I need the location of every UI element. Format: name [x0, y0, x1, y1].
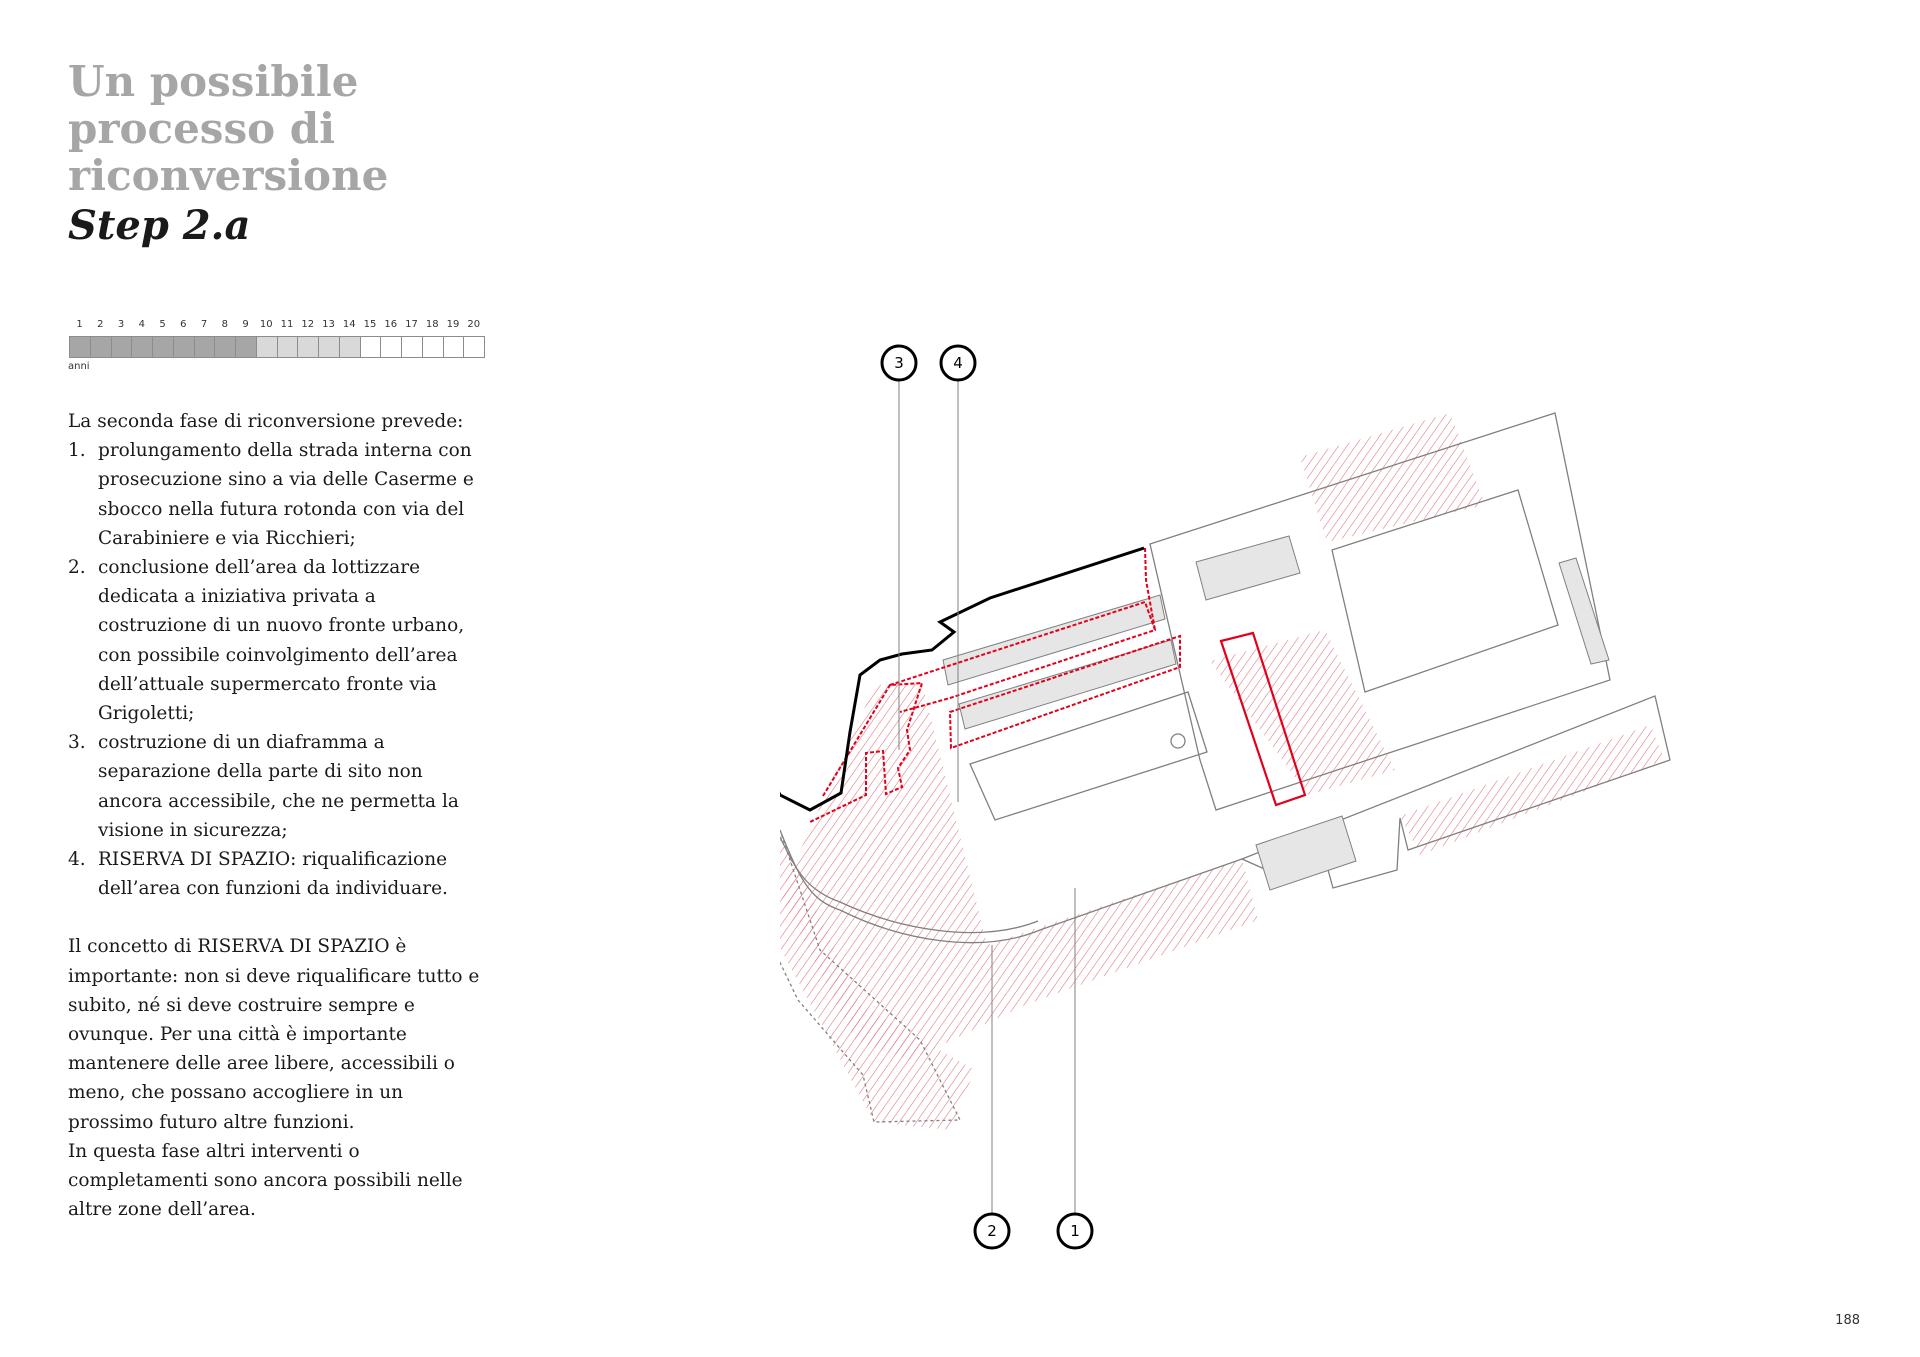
- closing-paragraph: In questa fase altri interventi o completamenti sono ancora possibili nelle altre zone dell’area.: [68, 1140, 463, 1221]
- timeline-number: 7: [200, 319, 208, 330]
- phase-list: [68, 436, 488, 903]
- timeline-numbers: [68, 319, 488, 333]
- title-line-2: processo di: [68, 104, 336, 153]
- timeline-number: 10: [259, 319, 273, 330]
- list-item: [68, 728, 488, 845]
- timeline-number: 11: [280, 319, 294, 330]
- timeline-number: 1: [76, 319, 83, 330]
- list-item-text: conclusione dell’area da lottizzare dedicata a iniziativa privata a costruzione di un nuovo fronte urbano, con possibile coinvolgimento dell’area dell’attuale supermercato fronte via Grigoletti;: [98, 557, 465, 725]
- timeline-cell: [318, 336, 340, 358]
- timeline-cell: [360, 336, 382, 358]
- timeline-number: 16: [384, 319, 398, 330]
- list-item-number: 1.: [68, 440, 86, 462]
- timeline-number: 12: [301, 319, 315, 330]
- intro-text: La seconda fase di riconversione prevede:: [68, 411, 464, 432]
- hatch-central: [1210, 630, 1395, 795]
- title-line-1: Un possibile: [68, 57, 359, 106]
- timeline-number: 8: [221, 319, 228, 330]
- timeline-cell: [111, 336, 133, 358]
- timeline-cell: [152, 336, 174, 358]
- building-south: [1256, 816, 1356, 890]
- timeline-bar: [68, 319, 488, 379]
- timeline-number: 2: [97, 319, 104, 330]
- timeline-number: 15: [363, 319, 377, 330]
- timeline-number: 13: [322, 319, 335, 330]
- timeline-number: 4: [138, 319, 145, 330]
- timeline-cell: [214, 336, 236, 358]
- timeline-cell: [297, 336, 319, 358]
- building-east: [1559, 558, 1609, 664]
- timeline-cell: [277, 336, 299, 358]
- site-point-marker: [1171, 734, 1185, 748]
- site-plan-diagram: [780, 340, 1700, 1270]
- list-item-number: 3.: [68, 732, 86, 754]
- timeline-number: 19: [446, 319, 460, 330]
- paragraph-gap: [68, 903, 488, 932]
- page-number: 188: [1835, 1313, 1860, 1328]
- body-text: [68, 407, 488, 1224]
- timeline-cell: [422, 336, 444, 358]
- timeline-number: 6: [180, 319, 187, 330]
- timeline-number: 18: [425, 319, 439, 330]
- list-item: [68, 436, 488, 553]
- timeline-cell: [463, 336, 485, 358]
- timeline-number: 14: [342, 319, 356, 330]
- timeline-unit-label: anni: [68, 361, 90, 372]
- list-item-number: 4.: [68, 849, 86, 871]
- title-line-3: riconversione: [68, 151, 389, 200]
- timeline-cell: [401, 336, 423, 358]
- list-item: [68, 553, 488, 728]
- list-item-text: prolungamento della strada interna con prosecuzione sino a via delle Caserme e sbocco nella futura rotonda con via del Carabiniere e via Ricchieri;: [98, 440, 474, 549]
- building-top-center: [1196, 536, 1300, 600]
- step-subtitle: Step 2.a: [68, 202, 251, 249]
- list-item-text: RISERVA DI SPAZIO: riqualificazione dell’area con funzioni da individuare.: [98, 849, 448, 900]
- marker-4-label: 4: [953, 354, 963, 372]
- list-item-text: costruzione di un diaframma a separazione della parte di sito non ancora accessibile, che ne permetta la visione in sicurezza;: [98, 732, 459, 841]
- timeline-cell: [194, 336, 216, 358]
- marker-1-label: 1: [1070, 1222, 1080, 1240]
- timeline-number: 5: [159, 319, 166, 330]
- page-title: [68, 58, 488, 199]
- timeline-number: 3: [117, 319, 125, 330]
- timeline-cell: [69, 336, 91, 358]
- timeline-cell: [235, 336, 257, 358]
- timeline-cell: [380, 336, 402, 358]
- timeline-cell: [90, 336, 112, 358]
- hatch-northeast: [1300, 413, 1485, 542]
- timeline-cells: [69, 336, 484, 358]
- timeline-cell: [131, 336, 153, 358]
- timeline-cell: [256, 336, 278, 358]
- riserva-paragraph: Il concetto di RISERVA DI SPAZIO è importante: non si deve riqualificare tutto e subito, né si deve costruire sempre e ovunque. Per una città è importante mantenere delle aree libere, accessibili o meno, che possano accogliere in un prossimo futuro altre funzioni.: [68, 936, 480, 1133]
- timeline-cell: [339, 336, 361, 358]
- timeline-cell: [173, 336, 195, 358]
- timeline-number: 20: [467, 319, 481, 330]
- marker-3-label: 3: [894, 354, 904, 372]
- list-item: [68, 845, 488, 903]
- list-item-number: 2.: [68, 557, 86, 579]
- marker-2-label: 2: [987, 1222, 997, 1240]
- timeline-cell: [443, 336, 465, 358]
- timeline-number: 17: [405, 319, 418, 330]
- timeline-number: 9: [242, 319, 249, 330]
